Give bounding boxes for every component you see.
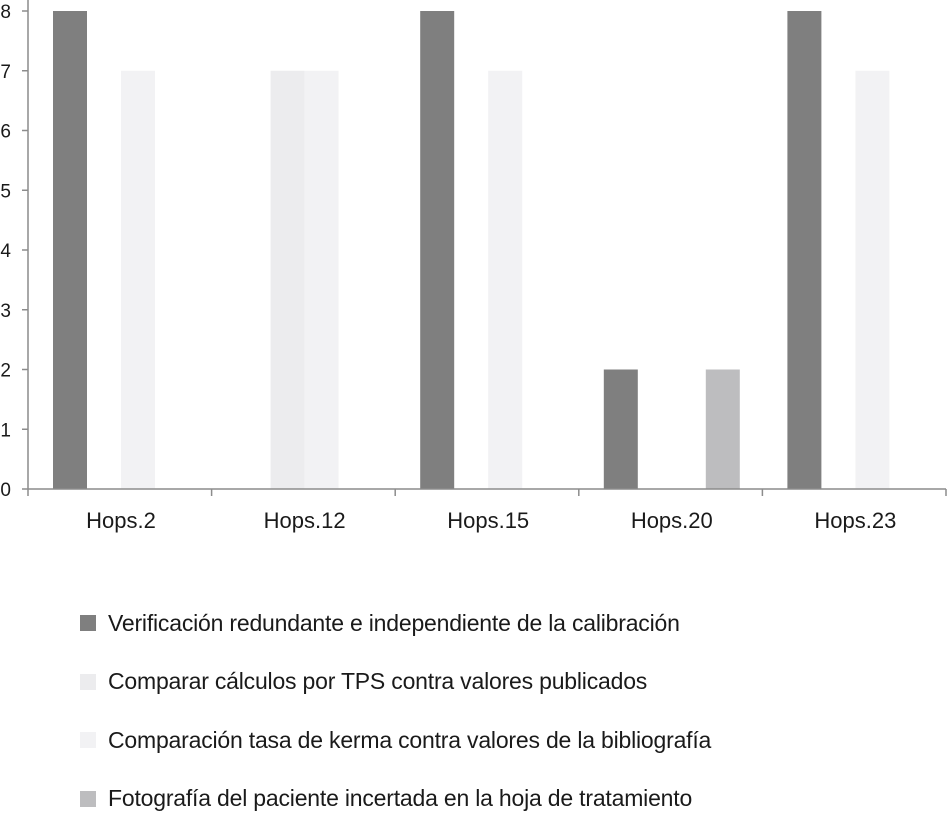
legend-label: Comparación tasa de kerma contra valores de la bibliografía <box>108 727 711 754</box>
y-tick-label: 8 <box>0 2 11 23</box>
legend-label: Comparar cálculos por TPS contra valores publicados <box>108 668 647 695</box>
x-category-label: Hops.20 <box>631 508 713 533</box>
x-axis <box>28 489 946 533</box>
legend-item <box>80 711 711 770</box>
bar-series-3 <box>488 71 522 489</box>
y-tick-label: 2 <box>0 361 11 382</box>
bars <box>53 11 889 489</box>
y-tick-label: 5 <box>0 181 11 202</box>
y-tick-label: 6 <box>0 122 11 143</box>
y-axis <box>0 0 28 501</box>
bar-series-1 <box>53 11 87 489</box>
legend-item <box>80 770 711 828</box>
legend-swatch <box>80 791 96 807</box>
x-category-label: Hops.2 <box>86 508 156 533</box>
y-tick-label: 3 <box>0 301 11 322</box>
legend-swatch <box>80 732 96 748</box>
legend-item <box>80 594 711 653</box>
bar-series-3 <box>305 71 339 489</box>
bar-series-4 <box>706 370 740 490</box>
bar-series-3 <box>121 71 155 489</box>
x-category-label: Hops.12 <box>264 508 346 533</box>
legend-swatch <box>80 615 96 631</box>
y-tick-label: 1 <box>0 420 11 441</box>
legend-label: Verificación redundante e independiente de la calibración <box>108 610 680 637</box>
bar-series-1 <box>604 370 638 490</box>
bar-series-2 <box>271 71 305 489</box>
x-category-label: Hops.15 <box>447 508 529 533</box>
bar-series-1 <box>787 11 821 489</box>
y-tick-label: 4 <box>0 241 11 262</box>
y-tick-label: 0 <box>0 480 11 501</box>
legend-label: Fotografía del paciente incertada en la hoja de tratamiento <box>108 785 692 812</box>
legend <box>80 594 711 828</box>
legend-item <box>80 653 711 712</box>
bar-series-1 <box>420 11 454 489</box>
legend-swatch <box>80 674 96 690</box>
bar-series-3 <box>855 71 889 489</box>
x-category-label: Hops.23 <box>814 508 896 533</box>
y-tick-label: 7 <box>0 62 11 83</box>
